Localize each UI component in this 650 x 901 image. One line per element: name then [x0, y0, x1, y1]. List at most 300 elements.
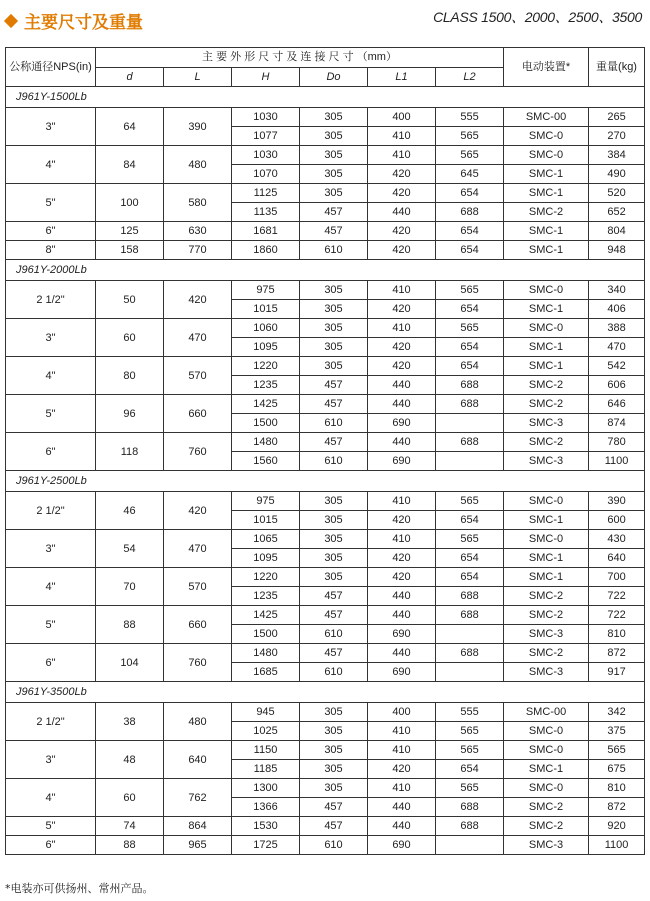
- nps-cell: 4": [6, 146, 96, 184]
- weight-cell: 406: [589, 300, 645, 319]
- Do-cell: 457: [300, 587, 368, 606]
- d-cell: 88: [96, 606, 164, 644]
- weight-cell: 872: [589, 644, 645, 663]
- table-row: [6, 146, 645, 165]
- table-row: [6, 817, 645, 836]
- model-row: [6, 260, 645, 281]
- weight-cell: 920: [589, 817, 645, 836]
- H-cell: 1095: [232, 549, 300, 568]
- L1-cell: 410: [368, 146, 436, 165]
- H-cell: 1725: [232, 836, 300, 855]
- H-cell: 1560: [232, 452, 300, 471]
- weight-cell: 600: [589, 511, 645, 530]
- d-cell: 38: [96, 703, 164, 741]
- Do-cell: 305: [300, 492, 368, 511]
- table-row: [6, 222, 645, 241]
- L1-cell: 440: [368, 587, 436, 606]
- H-cell: 1095: [232, 338, 300, 357]
- H-cell: 1300: [232, 779, 300, 798]
- Do-cell: 305: [300, 511, 368, 530]
- table-row: [6, 357, 645, 376]
- pressure-class-label: CLASS 1500、2000、2500、3500: [433, 9, 642, 25]
- L1-cell: 420: [368, 165, 436, 184]
- Do-cell: 457: [300, 203, 368, 222]
- Do-cell: 457: [300, 376, 368, 395]
- Do-cell: 457: [300, 817, 368, 836]
- d-cell: 50: [96, 281, 164, 319]
- H-cell: 975: [232, 281, 300, 300]
- L1-cell: 420: [368, 549, 436, 568]
- L1-cell: 410: [368, 319, 436, 338]
- Do-cell: 305: [300, 549, 368, 568]
- weight-cell: 1100: [589, 836, 645, 855]
- actuator-cell: SMC-1: [504, 568, 589, 587]
- L1-cell: 440: [368, 644, 436, 663]
- table-row: [6, 644, 645, 663]
- model-name: J961Y-2000Lb: [6, 260, 645, 281]
- table-row: [6, 530, 645, 549]
- L2-cell: 565: [436, 741, 504, 760]
- H-cell: 1480: [232, 433, 300, 452]
- L2-cell: [436, 625, 504, 644]
- L1-cell: 440: [368, 798, 436, 817]
- actuator-cell: SMC-1: [504, 511, 589, 530]
- Do-cell: 610: [300, 414, 368, 433]
- Do-cell: 305: [300, 319, 368, 338]
- L-cell: 864: [164, 817, 232, 836]
- d-cell: 46: [96, 492, 164, 530]
- d-cell: 60: [96, 319, 164, 357]
- L1-cell: 410: [368, 492, 436, 511]
- weight-cell: 804: [589, 222, 645, 241]
- actuator-cell: SMC-2: [504, 644, 589, 663]
- nps-cell: 6": [6, 433, 96, 471]
- Do-cell: 610: [300, 625, 368, 644]
- actuator-cell: SMC-1: [504, 300, 589, 319]
- H-cell: 1220: [232, 357, 300, 376]
- L-cell: 480: [164, 703, 232, 741]
- weight-cell: 265: [589, 108, 645, 127]
- L-cell: 470: [164, 319, 232, 357]
- L2-cell: 688: [436, 817, 504, 836]
- actuator-cell: SMC-0: [504, 530, 589, 549]
- Do-cell: 305: [300, 760, 368, 779]
- table-row: [6, 184, 645, 203]
- weight-cell: 872: [589, 798, 645, 817]
- header-row-top: [6, 48, 645, 68]
- weight-cell: 340: [589, 281, 645, 300]
- L2-cell: 565: [436, 146, 504, 165]
- L-cell: 640: [164, 741, 232, 779]
- d-cell: 84: [96, 146, 164, 184]
- H-cell: 1030: [232, 146, 300, 165]
- actuator-cell: SMC-2: [504, 817, 589, 836]
- L2-cell: 654: [436, 241, 504, 260]
- actuator-cell: SMC-1: [504, 357, 589, 376]
- weight-cell: 606: [589, 376, 645, 395]
- Do-cell: 457: [300, 798, 368, 817]
- L2-cell: 565: [436, 779, 504, 798]
- L-cell: 470: [164, 530, 232, 568]
- L2-cell: 654: [436, 184, 504, 203]
- L2-cell: 688: [436, 395, 504, 414]
- H-cell: 1065: [232, 530, 300, 549]
- actuator-cell: SMC-2: [504, 606, 589, 625]
- d-cell: 70: [96, 568, 164, 606]
- L1-cell: 440: [368, 433, 436, 452]
- model-row: [6, 682, 645, 703]
- nps-cell: 2 1/2": [6, 492, 96, 530]
- L2-cell: [436, 663, 504, 682]
- weight-cell: 430: [589, 530, 645, 549]
- L1-cell: 420: [368, 338, 436, 357]
- Do-cell: 305: [300, 165, 368, 184]
- H-cell: 945: [232, 703, 300, 722]
- actuator-cell: SMC-0: [504, 319, 589, 338]
- Do-cell: 305: [300, 357, 368, 376]
- actuator-cell: SMC-2: [504, 433, 589, 452]
- L1-cell: 690: [368, 625, 436, 644]
- Do-cell: 305: [300, 108, 368, 127]
- L1-cell: 420: [368, 760, 436, 779]
- col-header-nps: 公称通径NPS(in): [6, 48, 96, 87]
- weight-cell: 270: [589, 127, 645, 146]
- L1-cell: 690: [368, 663, 436, 682]
- H-cell: 1530: [232, 817, 300, 836]
- L2-cell: [436, 414, 504, 433]
- L-cell: 630: [164, 222, 232, 241]
- L1-cell: 400: [368, 108, 436, 127]
- section-title-text: 主要尺寸及重量: [24, 13, 143, 33]
- L1-cell: 420: [368, 241, 436, 260]
- nps-cell: 3": [6, 108, 96, 146]
- L2-cell: 645: [436, 165, 504, 184]
- nps-cell: 3": [6, 741, 96, 779]
- table-row: [6, 568, 645, 587]
- H-cell: 1480: [232, 644, 300, 663]
- L1-cell: 420: [368, 300, 436, 319]
- col-header-Do: Do: [300, 67, 368, 87]
- d-cell: 48: [96, 741, 164, 779]
- H-cell: 1220: [232, 568, 300, 587]
- L1-cell: 440: [368, 203, 436, 222]
- H-cell: 975: [232, 492, 300, 511]
- L1-cell: 440: [368, 376, 436, 395]
- H-cell: 1025: [232, 722, 300, 741]
- L2-cell: 555: [436, 703, 504, 722]
- H-cell: 1070: [232, 165, 300, 184]
- model-name: J961Y-1500Lb: [6, 87, 645, 108]
- Do-cell: 610: [300, 241, 368, 260]
- H-cell: 1185: [232, 760, 300, 779]
- nps-cell: 5": [6, 817, 96, 836]
- col-header-actuator: 电动装置*: [504, 48, 589, 87]
- weight-cell: 640: [589, 549, 645, 568]
- d-cell: 54: [96, 530, 164, 568]
- L2-cell: 654: [436, 357, 504, 376]
- col-header-d: d: [96, 67, 164, 87]
- weight-cell: 874: [589, 414, 645, 433]
- L1-cell: 400: [368, 703, 436, 722]
- L-cell: 660: [164, 395, 232, 433]
- L1-cell: 440: [368, 817, 436, 836]
- col-header-weight: 重量(kg): [589, 48, 645, 87]
- weight-cell: 780: [589, 433, 645, 452]
- nps-cell: 2 1/2": [6, 703, 96, 741]
- d-cell: 60: [96, 779, 164, 817]
- table-row: [6, 108, 645, 127]
- Do-cell: 457: [300, 644, 368, 663]
- Do-cell: 305: [300, 281, 368, 300]
- nps-cell: 6": [6, 644, 96, 682]
- Do-cell: 305: [300, 338, 368, 357]
- H-cell: 1425: [232, 606, 300, 625]
- L-cell: 570: [164, 568, 232, 606]
- weight-cell: 652: [589, 203, 645, 222]
- L1-cell: 690: [368, 836, 436, 855]
- H-cell: 1500: [232, 414, 300, 433]
- nps-cell: 5": [6, 184, 96, 222]
- L2-cell: 654: [436, 568, 504, 587]
- L-cell: 760: [164, 433, 232, 471]
- actuator-cell: SMC-1: [504, 184, 589, 203]
- d-cell: 96: [96, 395, 164, 433]
- actuator-cell: SMC-2: [504, 376, 589, 395]
- L2-cell: 565: [436, 722, 504, 741]
- nps-cell: 6": [6, 836, 96, 855]
- L1-cell: 440: [368, 606, 436, 625]
- Do-cell: 610: [300, 836, 368, 855]
- weight-cell: 565: [589, 741, 645, 760]
- L2-cell: 565: [436, 319, 504, 338]
- L1-cell: 410: [368, 722, 436, 741]
- actuator-cell: SMC-0: [504, 741, 589, 760]
- L-cell: 480: [164, 146, 232, 184]
- col-header-dims-group: 主 要 外 形 尺 寸 及 连 接 尺 寸 （mm）: [96, 48, 504, 68]
- weight-cell: 470: [589, 338, 645, 357]
- table-row: [6, 492, 645, 511]
- actuator-cell: SMC-3: [504, 452, 589, 471]
- actuator-cell: SMC-1: [504, 760, 589, 779]
- L-cell: 770: [164, 241, 232, 260]
- d-cell: 80: [96, 357, 164, 395]
- actuator-cell: SMC-3: [504, 414, 589, 433]
- H-cell: 1015: [232, 300, 300, 319]
- actuator-cell: SMC-0: [504, 779, 589, 798]
- table-row: [6, 741, 645, 760]
- L2-cell: 688: [436, 644, 504, 663]
- actuator-cell: SMC-0: [504, 146, 589, 165]
- H-cell: 1077: [232, 127, 300, 146]
- actuator-cell: SMC-3: [504, 836, 589, 855]
- Do-cell: 457: [300, 433, 368, 452]
- L-cell: 570: [164, 357, 232, 395]
- Do-cell: 305: [300, 779, 368, 798]
- weight-cell: 722: [589, 606, 645, 625]
- actuator-cell: SMC-3: [504, 663, 589, 682]
- L-cell: 660: [164, 606, 232, 644]
- L2-cell: 688: [436, 606, 504, 625]
- Do-cell: 610: [300, 452, 368, 471]
- weight-cell: 810: [589, 779, 645, 798]
- nps-cell: 3": [6, 319, 96, 357]
- L2-cell: 654: [436, 338, 504, 357]
- L-cell: 760: [164, 644, 232, 682]
- L2-cell: 688: [436, 587, 504, 606]
- nps-cell: 4": [6, 568, 96, 606]
- d-cell: 64: [96, 108, 164, 146]
- H-cell: 1681: [232, 222, 300, 241]
- weight-cell: 490: [589, 165, 645, 184]
- model-row: [6, 471, 645, 492]
- dimensions-weight-table: [5, 47, 645, 855]
- Do-cell: 457: [300, 395, 368, 414]
- weight-cell: 917: [589, 663, 645, 682]
- table-row: [6, 281, 645, 300]
- d-cell: 74: [96, 817, 164, 836]
- L1-cell: 440: [368, 395, 436, 414]
- H-cell: 1500: [232, 625, 300, 644]
- weight-cell: 384: [589, 146, 645, 165]
- Do-cell: 305: [300, 703, 368, 722]
- table-body: [6, 87, 645, 855]
- d-cell: 158: [96, 241, 164, 260]
- L2-cell: 688: [436, 203, 504, 222]
- section-title: [6, 8, 143, 33]
- footnote: *电装亦可供扬州、常州产品。: [5, 882, 154, 895]
- Do-cell: 305: [300, 741, 368, 760]
- L1-cell: 420: [368, 184, 436, 203]
- L2-cell: 654: [436, 300, 504, 319]
- nps-cell: 5": [6, 395, 96, 433]
- Do-cell: 305: [300, 184, 368, 203]
- H-cell: 1125: [232, 184, 300, 203]
- H-cell: 1150: [232, 741, 300, 760]
- d-cell: 118: [96, 433, 164, 471]
- L2-cell: 555: [436, 108, 504, 127]
- weight-cell: 342: [589, 703, 645, 722]
- col-header-L1: L1: [368, 67, 436, 87]
- L1-cell: 690: [368, 414, 436, 433]
- weight-cell: 948: [589, 241, 645, 260]
- Do-cell: 305: [300, 722, 368, 741]
- actuator-cell: SMC-1: [504, 549, 589, 568]
- nps-cell: 4": [6, 779, 96, 817]
- L1-cell: 410: [368, 281, 436, 300]
- Do-cell: 610: [300, 663, 368, 682]
- L1-cell: 410: [368, 741, 436, 760]
- actuator-cell: SMC-2: [504, 203, 589, 222]
- nps-cell: 8": [6, 241, 96, 260]
- d-cell: 104: [96, 644, 164, 682]
- H-cell: 1060: [232, 319, 300, 338]
- nps-cell: 5": [6, 606, 96, 644]
- H-cell: 1366: [232, 798, 300, 817]
- d-cell: 125: [96, 222, 164, 241]
- Do-cell: 305: [300, 530, 368, 549]
- actuator-cell: SMC-2: [504, 395, 589, 414]
- L2-cell: [436, 836, 504, 855]
- L-cell: 420: [164, 492, 232, 530]
- L1-cell: 690: [368, 452, 436, 471]
- actuator-cell: SMC-0: [504, 281, 589, 300]
- L1-cell: 410: [368, 127, 436, 146]
- actuator-cell: SMC-1: [504, 241, 589, 260]
- actuator-cell: SMC-3: [504, 625, 589, 644]
- H-cell: 1030: [232, 108, 300, 127]
- L2-cell: 565: [436, 127, 504, 146]
- table-row: [6, 395, 645, 414]
- L-cell: 965: [164, 836, 232, 855]
- weight-cell: 375: [589, 722, 645, 741]
- weight-cell: 390: [589, 492, 645, 511]
- H-cell: 1235: [232, 376, 300, 395]
- L-cell: 762: [164, 779, 232, 817]
- actuator-cell: SMC-2: [504, 798, 589, 817]
- L2-cell: 654: [436, 760, 504, 779]
- Do-cell: 305: [300, 568, 368, 587]
- actuator-cell: SMC-00: [504, 108, 589, 127]
- L2-cell: 565: [436, 492, 504, 511]
- L2-cell: 654: [436, 511, 504, 530]
- weight-cell: 388: [589, 319, 645, 338]
- col-header-L: L: [164, 67, 232, 87]
- L-cell: 580: [164, 184, 232, 222]
- table-row: [6, 319, 645, 338]
- weight-cell: 700: [589, 568, 645, 587]
- d-cell: 88: [96, 836, 164, 855]
- table-row: [6, 241, 645, 260]
- weight-cell: 646: [589, 395, 645, 414]
- L2-cell: [436, 452, 504, 471]
- L2-cell: 654: [436, 222, 504, 241]
- L2-cell: 688: [436, 376, 504, 395]
- L2-cell: 688: [436, 798, 504, 817]
- H-cell: 1425: [232, 395, 300, 414]
- nps-cell: 3": [6, 530, 96, 568]
- model-row: [6, 87, 645, 108]
- actuator-cell: SMC-1: [504, 222, 589, 241]
- L2-cell: 565: [436, 530, 504, 549]
- col-header-H: H: [232, 67, 300, 87]
- actuator-cell: SMC-0: [504, 127, 589, 146]
- Do-cell: 457: [300, 606, 368, 625]
- Do-cell: 305: [300, 300, 368, 319]
- weight-cell: 722: [589, 587, 645, 606]
- H-cell: 1860: [232, 241, 300, 260]
- L1-cell: 410: [368, 530, 436, 549]
- table-row: [6, 779, 645, 798]
- L2-cell: 565: [436, 281, 504, 300]
- H-cell: 1235: [232, 587, 300, 606]
- L1-cell: 410: [368, 779, 436, 798]
- weight-cell: 520: [589, 184, 645, 203]
- actuator-cell: SMC-1: [504, 165, 589, 184]
- L1-cell: 420: [368, 568, 436, 587]
- nps-cell: 4": [6, 357, 96, 395]
- L2-cell: 688: [436, 433, 504, 452]
- H-cell: 1135: [232, 203, 300, 222]
- L1-cell: 420: [368, 222, 436, 241]
- actuator-cell: SMC-0: [504, 722, 589, 741]
- L1-cell: 420: [368, 357, 436, 376]
- table-row: [6, 703, 645, 722]
- H-cell: 1685: [232, 663, 300, 682]
- weight-cell: 542: [589, 357, 645, 376]
- H-cell: 1015: [232, 511, 300, 530]
- table-row: [6, 836, 645, 855]
- model-name: J961Y-2500Lb: [6, 471, 645, 492]
